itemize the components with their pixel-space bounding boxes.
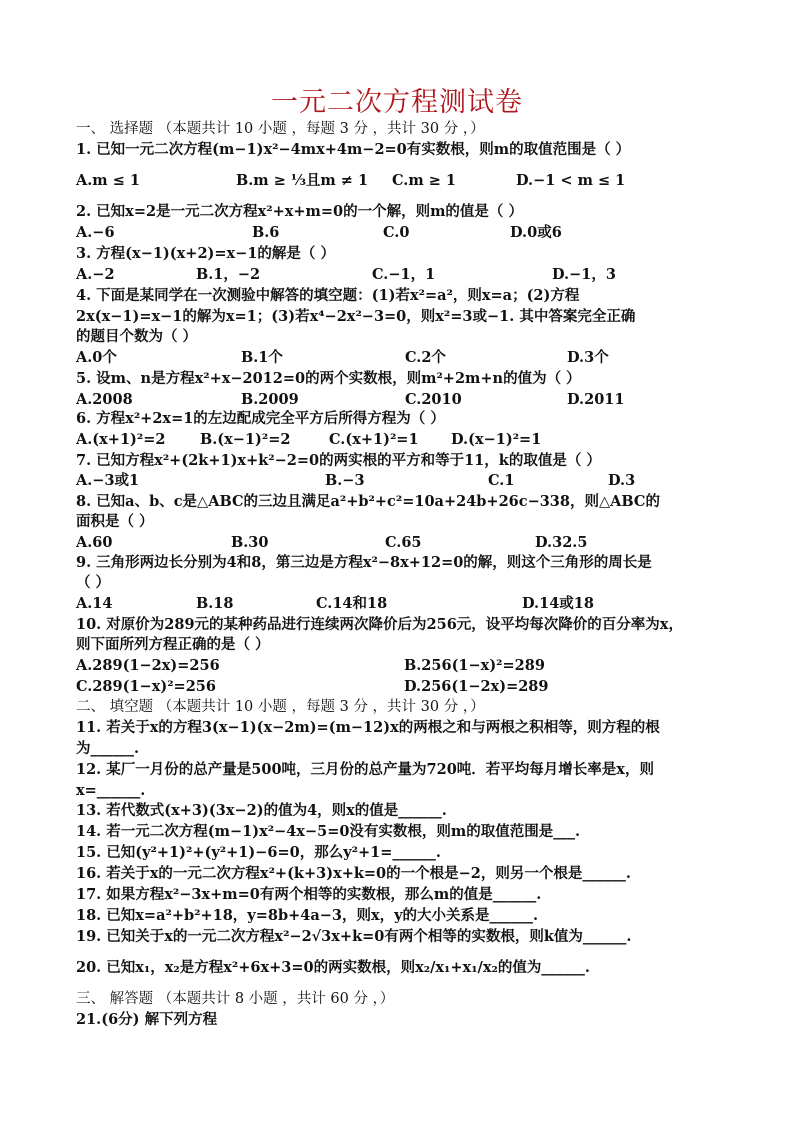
q5-option-b: B.2009 xyxy=(241,391,299,408)
q5-option-d: D.2011 xyxy=(567,391,625,408)
q2-option-d: D.0或6 xyxy=(510,224,562,241)
q1-option-d: D.−1 < m ≤ 1 xyxy=(516,172,626,189)
q4-option-a: A.0个 xyxy=(76,349,117,366)
question-10-line-2: 则下面所列方程正确的是（ ） xyxy=(76,636,270,653)
question-1: 1. 已知一元二次方程(m−1)x²−4mx+4m−2=0有实数根，则m的取值范围是（ ） xyxy=(76,141,631,158)
question-3: 3. 方程(x−1)(x+2)=x−1的解是（ ） xyxy=(76,245,335,262)
question-12-line-1: 12. 某厂一月份的总产量是500吨，三月份的总产量为720吨．若平均每月增长率是x，则 xyxy=(76,761,654,778)
section-header-solve: 三、 解答题 （本题共计 8 小题 ，共计 60 分 ，） xyxy=(76,991,395,1007)
q1-option-c: C.m ≥ 1 xyxy=(392,172,457,189)
q8-option-a: A.60 xyxy=(76,534,113,551)
q6-option-a: A.(x+1)²=2 xyxy=(76,431,166,448)
question-20: 20. 已知x₁，x₂是方程x²+6x+3=0的两实数根，则x₂/x₁+x₁/x₂的值为______. xyxy=(76,959,590,976)
page-title: 一元二次方程测试卷 xyxy=(271,87,523,118)
question-11-line-1: 11. 若关于x的方程3(x−1)(x−2m)=(m−12)x的两根之和与两根之积相等，则方程的根 xyxy=(76,719,660,736)
q1-option-a: A.m ≤ 1 xyxy=(76,172,140,189)
q4-option-d: D.3个 xyxy=(567,349,609,366)
question-13: 13. 若代数式(x+3)(3x−2)的值为4，则x的值是______. xyxy=(76,802,447,819)
q9-option-b: B.18 xyxy=(196,595,234,612)
q9-option-a: A.14 xyxy=(76,595,113,612)
question-9-line-2: （ ） xyxy=(76,574,111,591)
question-8-line-1: 8. 已知a、b、c是△ABC的三边且满足a²+b²+c²=10a+24b+26c−338，则△ABC的 xyxy=(76,493,660,510)
question-4-line-2: 2x(x−1)=x−1的解为x=1；(3)若x⁴−2x²−3=0，则x²=3或−1. 其中答案完全正确 xyxy=(76,308,636,325)
q5-option-a: A.2008 xyxy=(76,391,133,408)
q8-option-c: C.65 xyxy=(385,534,422,551)
question-16: 16. 若关于x的一元二次方程x²+(k+3)x+k=0的一个根是−2，则另一个根是______. xyxy=(76,865,631,882)
section-header-choice: 一、 选择题 （本题共计 10 小题 ，每题 3 分 ，共计 30 分 ，） xyxy=(76,121,485,137)
q3-option-a: A.−2 xyxy=(76,266,115,283)
question-5: 5. 设m、n是方程x²+x−2012=0的两个实数根，则m²+2m+n的值为（ ） xyxy=(76,370,581,387)
question-4-line-1: 4. 下面是某同学在一次测验中解答的填空题：(1)若x²=a²，则x=a；(2)方程 xyxy=(76,287,580,304)
q5-option-c: C.2010 xyxy=(405,391,462,408)
q6-option-d: D.(x−1)²=1 xyxy=(451,431,542,448)
question-2: 2. 已知x=2是一元二次方程x²+x+m=0的一个解，则m的值是（ ） xyxy=(76,203,523,220)
q8-option-b: B.30 xyxy=(231,534,269,551)
question-17: 17. 如果方程x²−3x+m=0有两个相等的实数根，那么m的值是______. xyxy=(76,886,542,903)
question-15: 15. 已知(y²+1)²+(y²+1)−6=0，那么y²+1=______. xyxy=(76,844,441,861)
q3-option-d: D.−1，3 xyxy=(552,266,616,283)
question-8-line-2: 面积是（ ） xyxy=(76,513,154,530)
q10-option-c: C.289(1−x)²=256 xyxy=(76,678,216,695)
q9-option-d: D.14或18 xyxy=(522,595,594,612)
q3-option-b: B.1，−2 xyxy=(196,266,261,283)
q2-option-b: B.6 xyxy=(252,224,280,241)
q8-option-d: D.32.5 xyxy=(535,534,588,551)
question-9-line-1: 9. 三角形两边长分别为4和8，第三边是方程x²−8x+12=0的解，则这个三角形的周长是 xyxy=(76,554,652,571)
q3-option-c: C.−1，1 xyxy=(372,266,436,283)
question-14: 14. 若一元二次方程(m−1)x²−4x−5=0没有实数根，则m的取值范围是___. xyxy=(76,823,581,840)
question-18: 18. 已知x=a²+b²+18，y=8b+4a−3，则x，y的大小关系是______. xyxy=(76,907,539,924)
q10-option-b: B.256(1−x)²=289 xyxy=(404,657,545,674)
q9-option-c: C.14和18 xyxy=(316,595,388,612)
q4-option-c: C.2个 xyxy=(405,349,446,366)
q4-option-b: B.1个 xyxy=(241,349,283,366)
question-11-line-2: 为______. xyxy=(76,740,140,757)
question-21: 21.(6分) 解下列方程 xyxy=(76,1011,218,1028)
question-10-line-1: 10. 对原价为289元的某种药品进行连续两次降价后为256元，设平均每次降价的百分率为x， xyxy=(76,616,683,633)
question-7: 7. 已知方程x²+(2k+1)x+k²−2=0的两实根的平方和等于11，k的取值是（ ） xyxy=(76,452,601,469)
question-6: 6. 方程x²+2x=1的左边配成完全平方后所得方程为（ ） xyxy=(76,410,445,427)
q6-option-b: B.(x−1)²=2 xyxy=(200,431,291,448)
question-12-line-2: x=______. xyxy=(76,782,146,799)
q7-option-b: B.−3 xyxy=(325,472,365,489)
q10-option-d: D.256(1−2x)=289 xyxy=(404,678,549,695)
question-19: 19. 已知关于x的一元二次方程x²−2√3x+k=0有两个相等的实数根，则k值为______. xyxy=(76,928,632,945)
q10-option-a: A.289(1−2x)=256 xyxy=(76,657,220,674)
question-4-line-3: 的题目个数为（ ） xyxy=(76,328,198,345)
q7-option-c: C.1 xyxy=(488,472,515,489)
q6-option-c: C.(x+1)²=1 xyxy=(329,431,419,448)
q2-option-c: C.0 xyxy=(383,224,410,241)
q2-option-a: A.−6 xyxy=(76,224,115,241)
section-header-fill: 二、 填空题 （本题共计 10 小题 ，每题 3 分 ，共计 30 分 ，） xyxy=(76,699,485,715)
q7-option-d: D.3 xyxy=(608,472,636,489)
q1-option-b: B.m ≥ ⅓且m ≠ 1 xyxy=(236,172,369,189)
q7-option-a: A.−3或1 xyxy=(76,472,140,489)
